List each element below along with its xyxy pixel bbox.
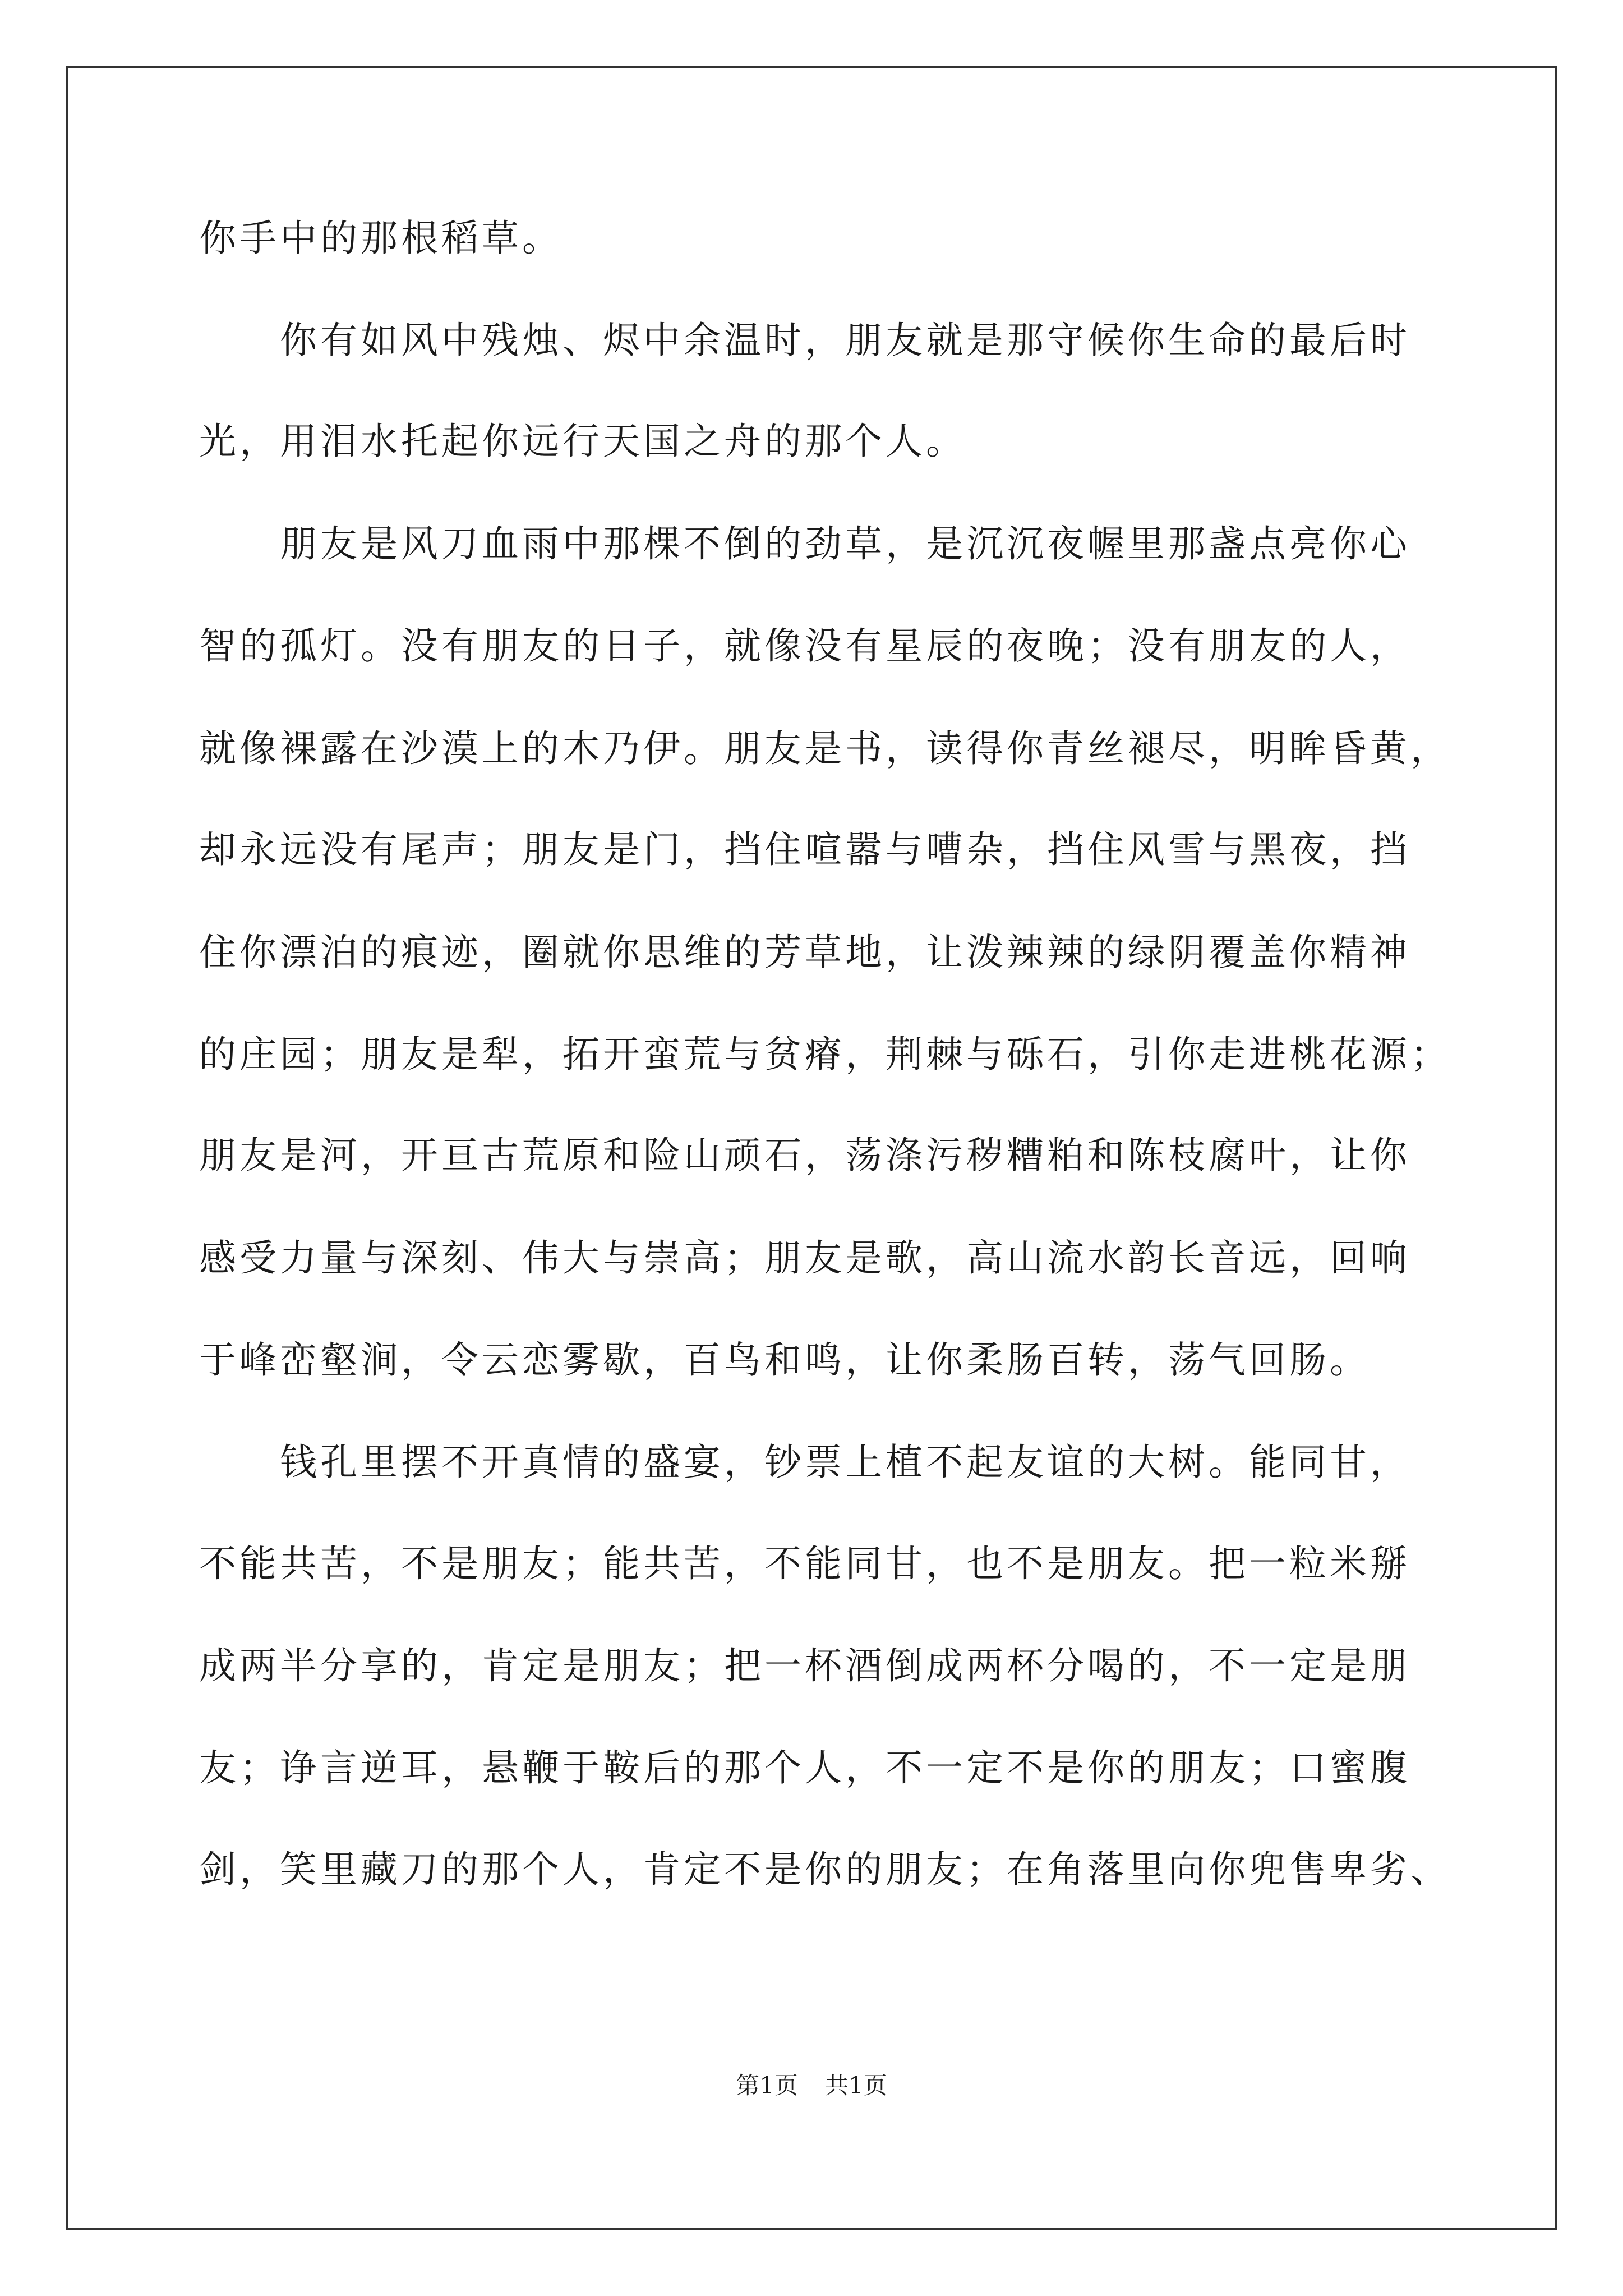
text-line: 感受力量与深刻、伟大与崇高；朋友是歌，高山流水韵长音远，回响 xyxy=(199,1236,1410,1280)
text-line: 就像裸露在沙漠上的木乃伊。朋友是书，读得你青丝褪尽，明眸昏黄， xyxy=(199,727,1451,770)
text-line: 朋友是风刀血雨中那棵不倒的劲草，是沉沉夜幄里那盏点亮你心 xyxy=(199,522,1410,565)
text-line: 住你漂泊的痕迹，圈就你思维的芳草地，让泼辣辣的绿阴覆盖你精神 xyxy=(199,931,1410,974)
text-line: 却永远没有尾声；朋友是门，挡住喧嚣与嘈杂，挡住风雪与黑夜，挡 xyxy=(199,828,1410,871)
text-line: 的庄园；朋友是犁，拓开蛮荒与贫瘠，荆棘与砾石，引你走进桃花源； xyxy=(199,1033,1451,1076)
text-line: 智的孤灯。没有朋友的日子，就像没有星辰的夜晚；没有朋友的人， xyxy=(199,624,1410,668)
text-line: 成两半分享的，肯定是朋友；把一杯酒倒成两杯分喝的，不一定是朋 xyxy=(199,1644,1410,1687)
text-line: 朋友是河，开亘古荒原和险山顽石，荡涤污秽糟粕和陈枝腐叶，让你 xyxy=(199,1134,1410,1177)
text-line: 钱孔里摆不开真情的盛宴，钞票上植不起友谊的大树。能同甘， xyxy=(199,1441,1410,1484)
page-number: 第1页 xyxy=(736,2072,798,2099)
text-line: 于峰峦壑涧，令云恋雾歇，百鸟和鸣，让你柔肠百转，荡气回肠。 xyxy=(199,1338,1370,1382)
text-line: 友；诤言逆耳，悬鞭于鞍后的那个人，不一定不是你的朋友；口蜜腹 xyxy=(199,1746,1410,1789)
text-line: 光，用泪水托起你远行天国之舟的那个人。 xyxy=(199,420,966,463)
text-line: 剑，笑里藏刀的那个人，肯定不是你的朋友；在角落里向你兜售卑劣、 xyxy=(199,1848,1451,1891)
page-footer xyxy=(0,2069,1623,2102)
text-line: 你有如风中残烛、烬中余温时，朋友就是那守候你生命的最后时 xyxy=(199,319,1410,362)
text-line: 你手中的那根稻草。 xyxy=(199,217,562,260)
page-total: 共1页 xyxy=(825,2072,887,2099)
text-line: 不能共苦，不是朋友；能共苦，不能同甘，也不是朋友。把一粒米掰 xyxy=(199,1542,1410,1585)
